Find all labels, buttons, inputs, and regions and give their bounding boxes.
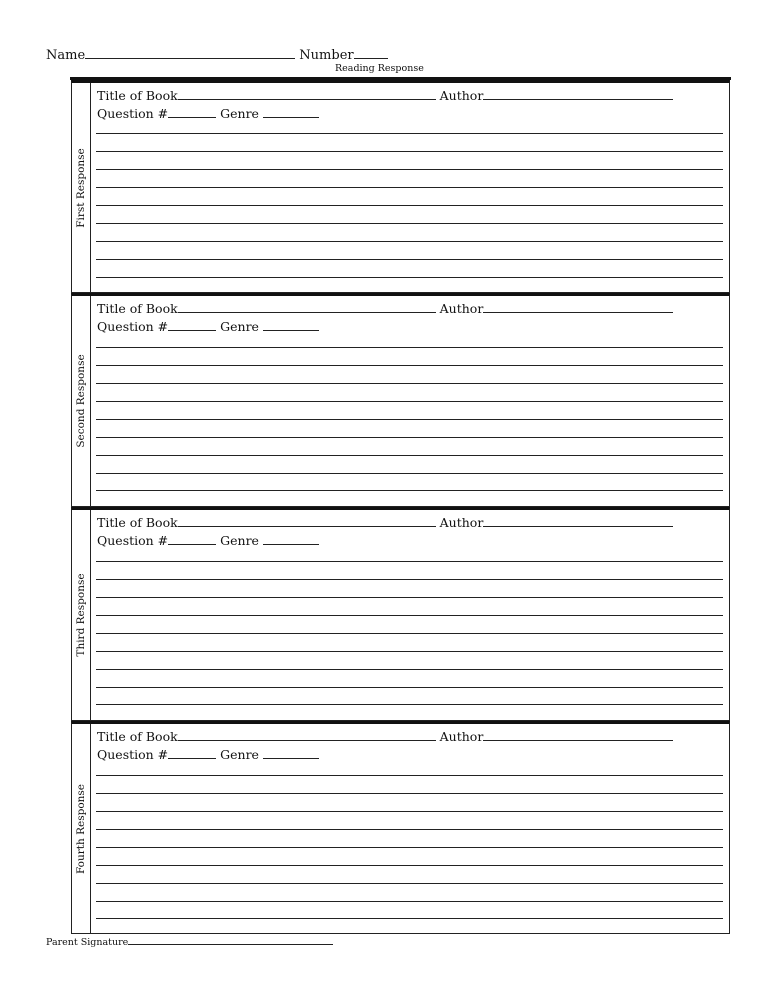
writing-line[interactable] [96,883,723,884]
question-genre-row [97,318,319,334]
question-label: Question # [97,533,169,548]
question-genre-row [97,746,319,762]
writing-line[interactable] [96,704,723,705]
writing-line[interactable] [96,151,723,152]
question-field[interactable] [168,318,216,331]
writing-line[interactable] [96,793,723,794]
section-label: Third Response [75,573,87,657]
question-field[interactable] [168,532,216,545]
author-field[interactable] [483,87,673,100]
genre-label: Genre [220,533,259,548]
title-field[interactable] [178,87,436,100]
question-field[interactable] [168,105,216,118]
question-field[interactable] [168,746,216,759]
writing-line[interactable] [96,865,723,866]
question-label: Question # [97,106,169,121]
writing-line[interactable] [96,401,723,402]
question-genre-row [97,532,319,548]
author-field[interactable] [483,728,673,741]
section-label: Second Response [75,354,87,448]
author-field[interactable] [483,300,673,313]
genre-field[interactable] [263,105,319,118]
number-field[interactable] [354,45,388,59]
writing-line[interactable] [96,365,723,366]
writing-line[interactable] [96,597,723,598]
writing-line[interactable] [96,901,723,902]
response-section-third [71,507,730,721]
writing-line[interactable] [96,775,723,776]
writing-line[interactable] [96,259,723,260]
section-label: First Response [75,147,87,228]
writing-line[interactable] [96,473,723,474]
question-label: Question # [97,319,169,334]
writing-line[interactable] [96,633,723,634]
response-section-second [71,293,730,507]
writing-line[interactable] [96,383,723,384]
title-author-row [97,87,673,103]
title-field[interactable] [178,514,436,527]
writing-line[interactable] [96,419,723,420]
name-number-header [46,45,388,63]
title-label: Title of Book [97,515,178,530]
signature-field[interactable] [128,935,333,945]
writing-line[interactable] [96,847,723,848]
writing-line[interactable] [96,669,723,670]
title-author-row [97,728,673,744]
author-label: Author [439,301,484,316]
writing-line[interactable] [96,347,723,348]
writing-line[interactable] [96,561,723,562]
writing-line[interactable] [96,455,723,456]
section-side-label-box [72,510,91,720]
writing-line[interactable] [96,187,723,188]
author-label: Author [439,88,484,103]
genre-label: Genre [220,319,259,334]
question-genre-row [97,105,319,121]
author-label: Author [439,515,484,530]
section-label: Fourth Response [75,783,87,874]
genre-field[interactable] [263,746,319,759]
response-section-first [71,80,730,293]
writing-line[interactable] [96,169,723,170]
writing-line[interactable] [96,918,723,919]
author-label: Author [439,729,484,744]
section-side-label-box [72,296,91,506]
title-author-row [97,514,673,530]
title-field[interactable] [178,728,436,741]
question-label: Question # [97,747,169,762]
writing-line[interactable] [96,223,723,224]
section-side-label-box [72,83,91,292]
title-field[interactable] [178,300,436,313]
writing-line[interactable] [96,651,723,652]
writing-line[interactable] [96,241,723,242]
name-label: Name [46,48,86,63]
response-section-fourth [71,721,730,934]
number-label: Number [299,48,354,63]
title-author-row [97,300,673,316]
author-field[interactable] [483,514,673,527]
genre-field[interactable] [263,318,319,331]
writing-line[interactable] [96,811,723,812]
signature-label: Parent Signature [46,937,129,948]
writing-line[interactable] [96,205,723,206]
genre-label: Genre [220,106,259,121]
genre-field[interactable] [263,532,319,545]
title-label: Title of Book [97,729,178,744]
writing-line[interactable] [96,490,723,491]
title-label: Title of Book [97,88,178,103]
title-label: Title of Book [97,301,178,316]
page-title: Reading Response [335,63,424,74]
name-field[interactable] [85,45,295,59]
section-side-label-box [72,724,91,933]
writing-line[interactable] [96,277,723,278]
genre-label: Genre [220,747,259,762]
writing-line[interactable] [96,579,723,580]
writing-line[interactable] [96,615,723,616]
writing-line[interactable] [96,133,723,134]
writing-line[interactable] [96,687,723,688]
writing-line[interactable] [96,437,723,438]
writing-line[interactable] [96,829,723,830]
parent-signature-row [46,935,333,948]
